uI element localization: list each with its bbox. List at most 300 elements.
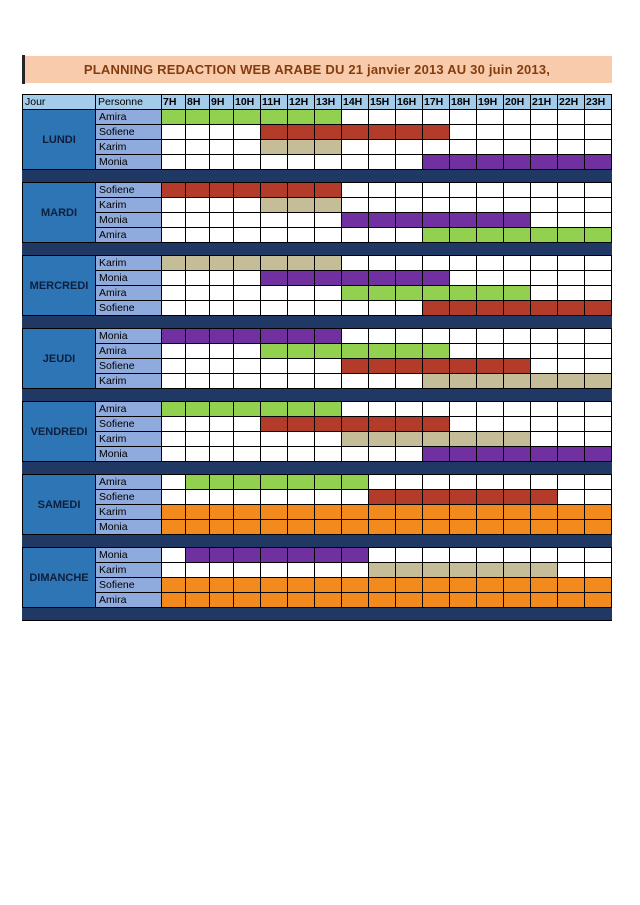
schedule-cell: [162, 548, 186, 563]
schedule-cell: [315, 329, 342, 344]
schedule-cell: [315, 183, 342, 198]
schedule-cell: [315, 563, 342, 578]
schedule-cell: [234, 198, 261, 213]
schedule-row: [23, 359, 612, 374]
schedule-cell: [162, 271, 186, 286]
schedule-cell: [261, 359, 288, 374]
hour-header: 20H: [504, 95, 531, 110]
schedule-cell: [261, 563, 288, 578]
schedule-cell: [210, 593, 234, 608]
schedule-cell: [423, 329, 450, 344]
schedule-cell: [234, 548, 261, 563]
schedule-cell: [369, 563, 396, 578]
person-label: Monia: [96, 155, 162, 170]
person-label: Amira: [96, 344, 162, 359]
schedule-cell: [315, 505, 342, 520]
schedule-cell: [423, 548, 450, 563]
schedule-cell: [423, 432, 450, 447]
schedule-cell: [288, 359, 315, 374]
schedule-table-wrap: [22, 94, 612, 621]
jour-header: Jour: [23, 95, 96, 110]
schedule-cell: [369, 374, 396, 389]
schedule-cell: [315, 140, 342, 155]
schedule-cell: [504, 228, 531, 243]
schedule-cell: [585, 228, 612, 243]
schedule-cell: [186, 475, 210, 490]
schedule-cell: [531, 563, 558, 578]
schedule-cell: [558, 228, 585, 243]
schedule-cell: [396, 125, 423, 140]
schedule-row: [23, 125, 612, 140]
schedule-cell: [450, 593, 477, 608]
schedule-cell: [288, 213, 315, 228]
schedule-cell: [504, 563, 531, 578]
schedule-cell: [504, 593, 531, 608]
schedule-cell: [423, 301, 450, 316]
schedule-cell: [531, 140, 558, 155]
schedule-cell: [315, 359, 342, 374]
schedule-cell: [288, 286, 315, 301]
hour-header: 17H: [423, 95, 450, 110]
schedule-row: [23, 593, 612, 608]
schedule-cell: [558, 402, 585, 417]
schedule-cell: [261, 548, 288, 563]
schedule-cell: [558, 447, 585, 462]
schedule-cell: [558, 271, 585, 286]
schedule-cell: [423, 578, 450, 593]
schedule-cell: [396, 213, 423, 228]
schedule-cell: [342, 374, 369, 389]
schedule-cell: [396, 110, 423, 125]
schedule-cell: [342, 548, 369, 563]
schedule-cell: [477, 301, 504, 316]
day-label: SAMEDI: [23, 475, 96, 535]
schedule-row: [23, 578, 612, 593]
day-separator: [23, 170, 612, 183]
schedule-cell: [450, 286, 477, 301]
schedule-cell: [210, 155, 234, 170]
schedule-cell: [477, 228, 504, 243]
schedule-cell: [423, 520, 450, 535]
schedule-cell: [186, 593, 210, 608]
schedule-cell: [342, 301, 369, 316]
schedule-cell: [186, 505, 210, 520]
schedule-cell: [369, 110, 396, 125]
schedule-cell: [423, 475, 450, 490]
schedule-cell: [585, 256, 612, 271]
schedule-cell: [423, 155, 450, 170]
schedule-cell: [210, 402, 234, 417]
schedule-cell: [162, 490, 186, 505]
schedule-cell: [585, 183, 612, 198]
person-label: Amira: [96, 110, 162, 125]
schedule-cell: [342, 329, 369, 344]
schedule-cell: [342, 578, 369, 593]
schedule-cell: [261, 228, 288, 243]
schedule-row: [23, 271, 612, 286]
schedule-cell: [261, 155, 288, 170]
day-separator-row: [23, 389, 612, 402]
schedule-cell: [315, 593, 342, 608]
schedule-cell: [504, 286, 531, 301]
schedule-row: [23, 301, 612, 316]
schedule-cell: [315, 155, 342, 170]
schedule-row: [23, 183, 612, 198]
day-separator-row: [23, 535, 612, 548]
schedule-cell: [531, 228, 558, 243]
schedule-row: [23, 213, 612, 228]
schedule-cell: [504, 256, 531, 271]
schedule-cell: [261, 140, 288, 155]
schedule-cell: [450, 125, 477, 140]
schedule-cell: [234, 286, 261, 301]
schedule-cell: [396, 286, 423, 301]
schedule-cell: [162, 578, 186, 593]
schedule-cell: [396, 155, 423, 170]
schedule-cell: [585, 286, 612, 301]
schedule-cell: [504, 447, 531, 462]
schedule-cell: [531, 490, 558, 505]
schedule-cell: [210, 213, 234, 228]
schedule-cell: [477, 402, 504, 417]
schedule-cell: [234, 329, 261, 344]
schedule-cell: [423, 140, 450, 155]
schedule-cell: [585, 271, 612, 286]
schedule-cell: [186, 374, 210, 389]
schedule-cell: [162, 183, 186, 198]
schedule-cell: [210, 228, 234, 243]
schedule-cell: [369, 183, 396, 198]
schedule-cell: [504, 125, 531, 140]
schedule-cell: [531, 359, 558, 374]
schedule-cell: [396, 183, 423, 198]
schedule-cell: [423, 447, 450, 462]
schedule-cell: [558, 198, 585, 213]
schedule-cell: [342, 183, 369, 198]
schedule-cell: [477, 213, 504, 228]
schedule-cell: [450, 344, 477, 359]
schedule-cell: [477, 505, 504, 520]
schedule-cell: [558, 183, 585, 198]
schedule-cell: [369, 228, 396, 243]
schedule-cell: [261, 447, 288, 462]
schedule-cell: [315, 301, 342, 316]
schedule-cell: [531, 447, 558, 462]
schedule-cell: [477, 198, 504, 213]
schedule-cell: [504, 140, 531, 155]
schedule-cell: [558, 155, 585, 170]
person-label: Amira: [96, 475, 162, 490]
schedule-cell: [369, 256, 396, 271]
schedule-cell: [186, 402, 210, 417]
hour-header: 9H: [210, 95, 234, 110]
schedule-cell: [396, 271, 423, 286]
schedule-cell: [504, 475, 531, 490]
hour-header: 23H: [585, 95, 612, 110]
schedule-cell: [558, 432, 585, 447]
schedule-cell: [423, 213, 450, 228]
day-separator: [23, 316, 612, 329]
person-label: Sofiene: [96, 125, 162, 140]
schedule-cell: [288, 183, 315, 198]
schedule-cell: [450, 520, 477, 535]
schedule-cell: [315, 256, 342, 271]
schedule-cell: [504, 110, 531, 125]
schedule-cell: [585, 593, 612, 608]
schedule-cell: [585, 432, 612, 447]
schedule-cell: [531, 593, 558, 608]
schedule-cell: [531, 548, 558, 563]
schedule-row: [23, 228, 612, 243]
schedule-cell: [558, 213, 585, 228]
schedule-cell: [585, 155, 612, 170]
person-label: Karim: [96, 256, 162, 271]
schedule-cell: [369, 140, 396, 155]
schedule-cell: [477, 548, 504, 563]
schedule-row: [23, 402, 612, 417]
schedule-cell: [261, 475, 288, 490]
schedule-cell: [210, 374, 234, 389]
schedule-cell: [261, 286, 288, 301]
schedule-cell: [162, 329, 186, 344]
schedule-cell: [261, 213, 288, 228]
schedule-cell: [261, 417, 288, 432]
schedule-cell: [162, 563, 186, 578]
schedule-cell: [162, 505, 186, 520]
schedule-cell: [234, 447, 261, 462]
schedule-cell: [261, 578, 288, 593]
schedule-cell: [504, 374, 531, 389]
schedule-cell: [210, 140, 234, 155]
schedule-cell: [210, 417, 234, 432]
schedule-cell: [288, 432, 315, 447]
schedule-cell: [396, 490, 423, 505]
person-label: Monia: [96, 213, 162, 228]
schedule-cell: [369, 155, 396, 170]
schedule-cell: [504, 520, 531, 535]
day-separator: [23, 389, 612, 402]
hour-header: 14H: [342, 95, 369, 110]
schedule-cell: [261, 198, 288, 213]
schedule-cell: [531, 301, 558, 316]
person-label: Karim: [96, 505, 162, 520]
schedule-cell: [477, 110, 504, 125]
schedule-cell: [369, 432, 396, 447]
schedule-cell: [234, 417, 261, 432]
day-separator: [23, 462, 612, 475]
schedule-cell: [423, 490, 450, 505]
schedule-cell: [504, 329, 531, 344]
hour-header: 18H: [450, 95, 477, 110]
schedule-row: [23, 155, 612, 170]
schedule-cell: [369, 520, 396, 535]
schedule-cell: [477, 447, 504, 462]
schedule-cell: [423, 374, 450, 389]
schedule-cell: [342, 593, 369, 608]
person-label: Sofiene: [96, 183, 162, 198]
schedule-cell: [369, 286, 396, 301]
schedule-cell: [288, 125, 315, 140]
schedule-cell: [585, 359, 612, 374]
schedule-cell: [210, 490, 234, 505]
schedule-row: [23, 432, 612, 447]
day-label: JEUDI: [23, 329, 96, 389]
schedule-cell: [315, 286, 342, 301]
schedule-cell: [585, 301, 612, 316]
schedule-cell: [369, 301, 396, 316]
schedule-cell: [423, 198, 450, 213]
schedule-cell: [585, 520, 612, 535]
schedule-cell: [369, 505, 396, 520]
schedule-cell: [531, 198, 558, 213]
schedule-cell: [288, 402, 315, 417]
schedule-cell: [558, 344, 585, 359]
schedule-cell: [369, 344, 396, 359]
schedule-cell: [477, 344, 504, 359]
schedule-cell: [315, 228, 342, 243]
schedule-cell: [342, 475, 369, 490]
schedule-cell: [477, 417, 504, 432]
schedule-cell: [234, 563, 261, 578]
schedule-cell: [186, 520, 210, 535]
schedule-cell: [423, 359, 450, 374]
person-label: Amira: [96, 402, 162, 417]
schedule-cell: [369, 548, 396, 563]
schedule-cell: [210, 301, 234, 316]
hour-header: 8H: [186, 95, 210, 110]
schedule-cell: [162, 213, 186, 228]
schedule-cell: [450, 271, 477, 286]
schedule-cell: [342, 359, 369, 374]
schedule-cell: [396, 140, 423, 155]
schedule-cell: [396, 593, 423, 608]
schedule-cell: [315, 417, 342, 432]
schedule-cell: [186, 417, 210, 432]
schedule-cell: [315, 213, 342, 228]
person-label: Monia: [96, 520, 162, 535]
schedule-cell: [504, 359, 531, 374]
schedule-cell: [186, 213, 210, 228]
schedule-cell: [396, 402, 423, 417]
person-label: Karim: [96, 140, 162, 155]
schedule-cell: [585, 548, 612, 563]
schedule-cell: [261, 593, 288, 608]
schedule-cell: [234, 505, 261, 520]
schedule-cell: [234, 183, 261, 198]
schedule-cell: [315, 578, 342, 593]
schedule-cell: [210, 329, 234, 344]
schedule-cell: [450, 432, 477, 447]
schedule-cell: [396, 432, 423, 447]
schedule-cell: [186, 432, 210, 447]
schedule-cell: [558, 593, 585, 608]
schedule-cell: [558, 578, 585, 593]
schedule-row: [23, 475, 612, 490]
day-separator-row: [23, 316, 612, 329]
schedule-cell: [477, 125, 504, 140]
schedule-cell: [531, 329, 558, 344]
hour-header: 16H: [396, 95, 423, 110]
schedule-cell: [186, 140, 210, 155]
schedule-cell: [186, 301, 210, 316]
person-label: Monia: [96, 329, 162, 344]
schedule-cell: [162, 402, 186, 417]
schedule-cell: [477, 359, 504, 374]
schedule-cell: [288, 301, 315, 316]
schedule-cell: [477, 155, 504, 170]
schedule-cell: [450, 140, 477, 155]
day-label: DIMANCHE: [23, 548, 96, 608]
schedule-cell: [162, 110, 186, 125]
schedule-cell: [162, 286, 186, 301]
schedule-cell: [531, 183, 558, 198]
schedule-cell: [186, 447, 210, 462]
schedule-row: [23, 563, 612, 578]
hour-header: 7H: [162, 95, 186, 110]
schedule-cell: [369, 359, 396, 374]
day-separator: [23, 243, 612, 256]
person-label: Sofiene: [96, 359, 162, 374]
schedule-cell: [342, 417, 369, 432]
schedule-cell: [162, 198, 186, 213]
schedule-cell: [531, 505, 558, 520]
schedule-cell: [342, 155, 369, 170]
schedule-cell: [531, 125, 558, 140]
schedule-row: [23, 505, 612, 520]
schedule-cell: [504, 505, 531, 520]
page-title: PLANNING REDACTION WEB ARABE DU 21 janvier 2013 AU 30 juin 2013,: [83, 62, 551, 77]
schedule-cell: [558, 548, 585, 563]
schedule-cell: [369, 578, 396, 593]
schedule-cell: [234, 432, 261, 447]
schedule-cell: [558, 505, 585, 520]
schedule-cell: [162, 228, 186, 243]
schedule-cell: [234, 256, 261, 271]
schedule-cell: [288, 548, 315, 563]
schedule-cell: [162, 359, 186, 374]
day-label: MARDI: [23, 183, 96, 243]
schedule-cell: [234, 228, 261, 243]
schedule-cell: [234, 125, 261, 140]
person-label: Amira: [96, 286, 162, 301]
schedule-cell: [315, 125, 342, 140]
schedule-cell: [288, 578, 315, 593]
schedule-cell: [585, 329, 612, 344]
schedule-cell: [477, 563, 504, 578]
schedule-cell: [315, 447, 342, 462]
schedule-cell: [531, 432, 558, 447]
schedule-cell: [450, 475, 477, 490]
schedule-cell: [585, 140, 612, 155]
day-separator-row: [23, 243, 612, 256]
schedule-cell: [234, 359, 261, 374]
schedule-cell: [450, 183, 477, 198]
schedule-cell: [504, 301, 531, 316]
person-label: Karim: [96, 374, 162, 389]
schedule-cell: [396, 578, 423, 593]
schedule-cell: [261, 329, 288, 344]
schedule-cell: [288, 374, 315, 389]
schedule-cell: [531, 256, 558, 271]
schedule-cell: [210, 505, 234, 520]
schedule-cell: [162, 475, 186, 490]
schedule-cell: [288, 475, 315, 490]
schedule-cell: [450, 155, 477, 170]
schedule-cell: [504, 417, 531, 432]
schedule-cell: [261, 374, 288, 389]
schedule-cell: [423, 593, 450, 608]
person-label: Sofiene: [96, 578, 162, 593]
